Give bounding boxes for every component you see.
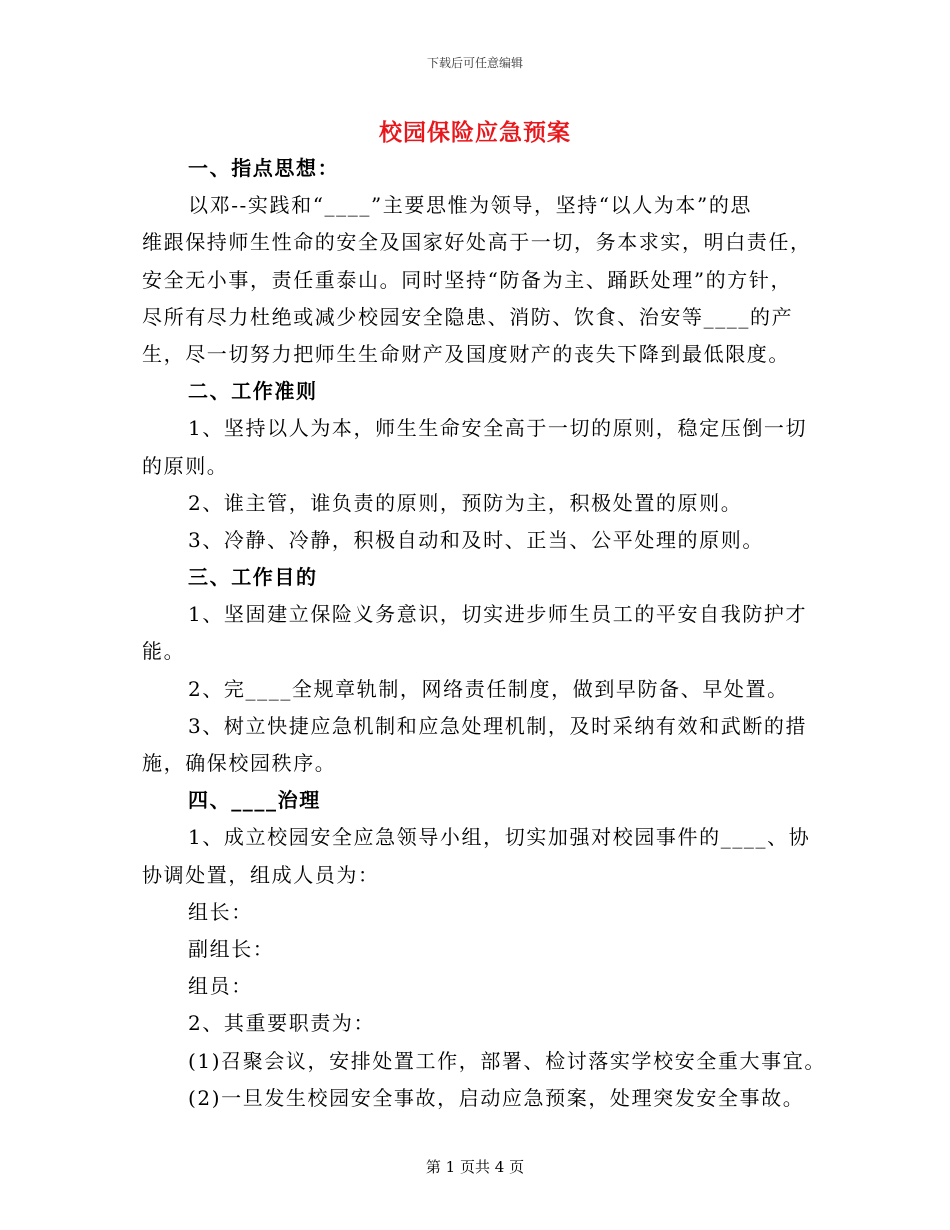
body-line: 组长：	[188, 899, 253, 924]
body-line: 1、坚固建立保险义务意识，切实进步师生员工的平安自我防护才	[188, 602, 808, 627]
section-heading: 二、工作准则	[188, 379, 318, 404]
body-line: 2、谁主管，谁负责的原则，预防为主，积极处置的原则。	[188, 490, 743, 515]
document-title: 校园保险应急预案	[379, 119, 571, 146]
body-line: (2)一旦发生校园安全事故，启动应急预案，处理突发安全事故。	[188, 1085, 805, 1110]
body-line: 3、冷静、冷静，积极自动和及时、正当、公平处理的原则。	[188, 527, 764, 552]
page-number: 第 1 页共 4 页	[425, 1158, 525, 1176]
body-line: 1、成立校园安全应急领导小组，切实加强对校园事件的____、协	[188, 825, 811, 850]
body-line: 组员：	[188, 974, 253, 999]
body-line: 能。	[142, 639, 186, 664]
body-line: 安全无小事，责任重泰山。同时坚持“防备为主、踊跃处理”的方针，	[142, 267, 793, 292]
section-heading: 一、指点思想：	[188, 156, 340, 180]
body-line: 的原则。	[142, 453, 229, 478]
header-note: 下载后可任意编辑	[426, 56, 523, 70]
section-heading: 四、____治理	[188, 788, 321, 813]
body-line: 以邓--实践和“____”主要思惟为领导，坚持“以人为本”的思	[188, 193, 753, 218]
body-line: 协调处置，组成人员为：	[142, 862, 380, 887]
body-line: 副组长：	[188, 936, 275, 961]
body-line: 1、坚持以人为本，师生生命安全高于一切的原则，稳定压倒一切	[188, 416, 808, 441]
body-line: 生，尽一切努力把师生生命财产及国度财产的丧失下降到最低限度。	[142, 341, 790, 366]
body-line: 施，确保校园秩序。	[142, 751, 337, 775]
body-line: 维跟保持师生性命的安全及国家好处高于一切，务本求实，明白责任，	[142, 230, 812, 255]
section-heading: 三、工作目的	[188, 565, 318, 590]
body-line: 2、完____全规章轨制，网络责任制度，做到早防备、早处置。	[188, 676, 789, 701]
body-line: 尽所有尽力杜绝或减少校园安全隐患、消防、饮食、治安等____的产	[142, 304, 794, 329]
document-body	[142, 150, 826, 1117]
body-line: (1)召聚会议，安排处置工作，部署、检讨落实学校安全重大事宜。	[188, 1048, 826, 1073]
body-line: 3、树立快捷应急机制和应急处理机制，及时采纳有效和武断的措	[188, 713, 808, 738]
body-line: 2、其重要职责为：	[188, 1011, 376, 1036]
